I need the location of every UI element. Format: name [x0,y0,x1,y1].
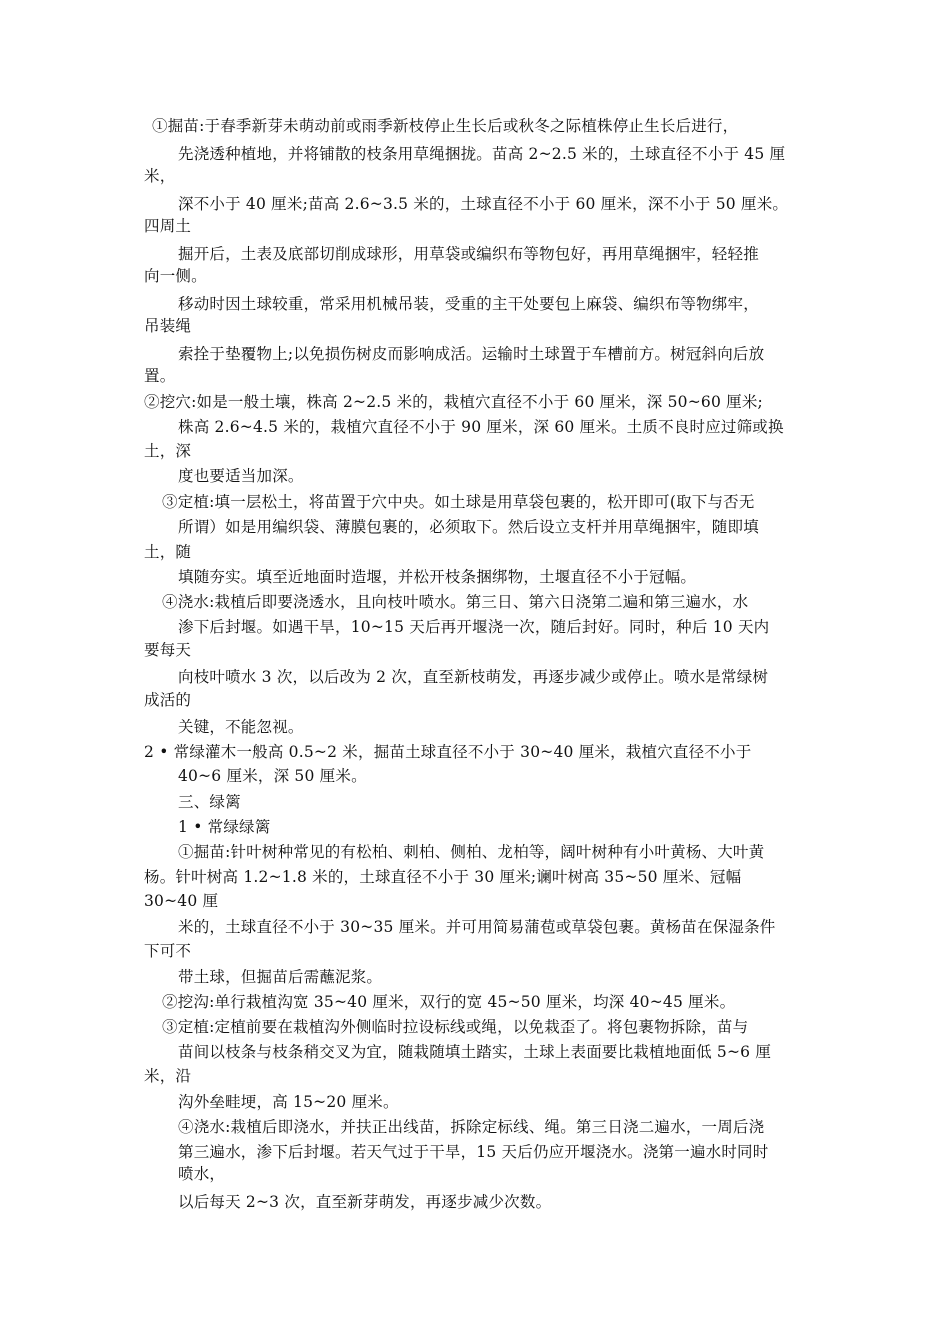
text-line: 带土球，但掘苗后需蘸泥浆。 [178,968,383,986]
text-line: 喷水， [178,1165,226,1183]
text-line: 沟外垒畦埂，高 15~20 厘米。 [178,1093,399,1111]
subsection-heading: 1 • 常绿绿篱 [178,818,271,836]
text-line: 30~40 厘 [144,892,219,910]
text-line: 先浇透种植地，并将铺散的枝条用草绳捆拢。苗高 2~2.5 米的，土球直径不小于 45 厘 [178,145,786,163]
text-line: ②挖穴:如是一般土壤，株高 2~2.5 米的，栽植穴直径不小于 60 厘米，深 50~60 厘米; [144,393,763,411]
text-line: 度也要适当加深。 [178,467,304,485]
text-line: 土，随 [144,543,192,561]
text-line: 土，深 [144,442,192,460]
text-line: ③定植:填一层松土，将苗置于穴中央。如土球是用草袋包裹的，松开即可(取下与否无 [162,493,755,511]
text-line: ④浇水:栽植后即浇水，并扶正出线苗，拆除定标线、绳。第三日浇二遍水，一周后浇 [178,1118,765,1136]
text-line: 所谓）如是用编织袋、薄膜包裹的，必须取下。然后设立支杆并用草绳捆牢，随即填 [178,518,759,536]
text-line: 米的，土球直径不小于 30~35 厘米。并可用简易蒲苞或草袋包裹。黄杨苗在保湿条件 [178,918,776,936]
text-line: 株高 2.6~4.5 米的，栽植穴直径不小于 90 厘米，深 60 厘米。土质不良时应过筛或换 [178,418,784,436]
text-line: 以后每天 2~3 次，直至新芽萌发，再逐步减少次数。 [178,1193,552,1211]
text-line: ②挖沟:单行栽植沟宽 35~40 厘米，双行的宽 45~50 厘米，均深 40~45 厘米。 [162,993,736,1011]
text-line: 2 • 常绿灌木一般高 0.5~2 米，掘苗土球直径不小于 30~40 厘米，栽植穴直径不小于 [144,743,752,761]
section-heading: 三、绿篱 [178,793,241,811]
text-line: 关键，不能忽视。 [178,718,304,736]
text-line: 向枝叶喷水 3 次，以后改为 2 次，直至新枝萌发，再逐步减少或停止。喷水是常绿树 [178,668,769,686]
text-line: 成活的 [144,691,192,709]
text-line: 填随夯实。填至近地面时造堰，并松开枝条捆绑物，土堰直径不小于冠幅。 [178,568,697,586]
text-line: 米，沿 [144,1067,192,1085]
text-line: ①掘苗:于春季新芽未萌动前或雨季新枝停止生长后或秋冬之际植株停止生长后进行， [152,117,739,135]
text-line: 第三遍水，渗下后封堰。若天气过于干旱，15 天后仍应开堰浇水。浇第一遍水时同时 [178,1143,769,1161]
text-line: 深不小于 40 厘米;苗高 2.6~3.5 米的，土球直径不小于 60 厘米，深不小于 50 厘米。 [178,195,789,213]
text-line: 移动时因土球较重，常采用机械吊装，受重的主干处要包上麻袋、编织布等物绑牢， [178,295,759,313]
text-line: 要每天 [144,641,192,659]
text-line: ①掘苗:针叶树种常见的有松柏、刺柏、侧柏、龙柏等，阔叶树种有小叶黄杨、大叶黄 [178,843,765,861]
text-line: 置。 [144,367,176,385]
text-line: 渗下后封堰。如遇干旱，10~15 天后再开堰浇一次，随后封好。同时，种后 10 天内 [178,618,770,636]
text-line: 杨。针叶树高 1.2~1.8 米的，土球直径不小于 30 厘米;谰叶树高 35~50 厘米、冠幅 [144,868,742,886]
text-line: 苗间以枝条与枝条稍交叉为宜，随栽随填土踏实，土球上表面要比栽植地面低 5~6 厘 [178,1043,772,1061]
text-line: 索拴于垫覆物上;以免损伤树皮而影响成活。运输时土球置于车槽前方。树冠斜向后放 [178,345,765,363]
text-line: 四周土 [144,217,192,235]
text-line: 40~6 厘米，深 50 厘米。 [178,767,367,785]
text-line: 向一侧。 [144,267,207,285]
text-line: ④浇水:栽植后即要浇透水，且向枝叶喷水。第三日、第六日浇第二遍和第三遍水，水 [162,593,749,611]
text-line: 吊装绳 [144,317,192,335]
text-line: 下可不 [144,942,192,960]
text-line: 掘开后，土表及底部切削成球形，用草袋或编织布等物包好，再用草绳捆牢，轻轻推 [178,245,759,263]
text-line: ③定植:定植前要在栽植沟外侧临时拉设标线或绳，以免栽歪了。将包裹物拆除，苗与 [162,1018,749,1036]
text-line: 米， [144,167,176,185]
